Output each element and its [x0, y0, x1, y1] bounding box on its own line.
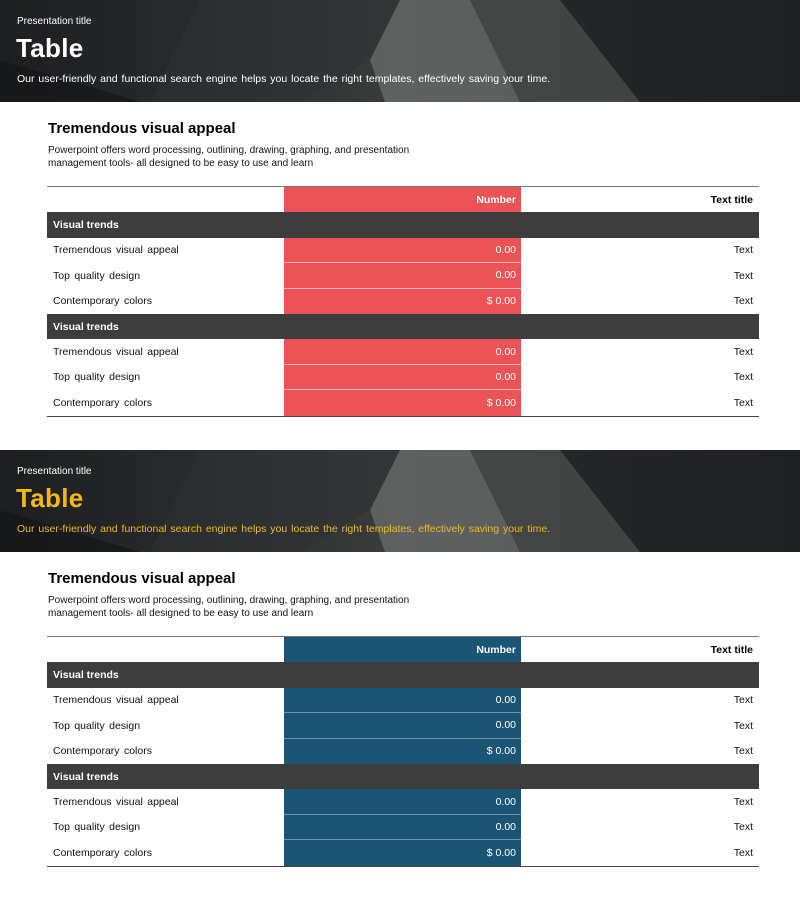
row-number: 0.00	[284, 688, 521, 713]
row-text: Text	[733, 396, 753, 409]
slide-subtitle: Our user-friendly and functional search engine helps you locate the right templates, effectively saving your time.	[17, 73, 551, 85]
row-label: Top quality design	[53, 719, 141, 732]
table-row	[47, 815, 759, 840]
slide-subtitle: Our user-friendly and functional search engine helps you locate the right templates, effectively saving your time.	[17, 523, 551, 535]
row-text: Text	[733, 796, 753, 809]
slide-2	[0, 450, 800, 900]
header-banner	[0, 0, 800, 102]
row-label: Contemporary colors	[53, 295, 152, 308]
presentation-title: Presentation title	[17, 16, 92, 27]
presentation-title: Presentation title	[17, 466, 92, 477]
table-row	[47, 688, 759, 713]
data-table	[47, 186, 759, 417]
slide-title: Table	[16, 483, 84, 513]
table-row	[47, 713, 759, 738]
row-label: Contemporary colors	[53, 745, 152, 758]
header-cell-number: Number	[284, 637, 521, 662]
row-text: Text	[733, 821, 753, 834]
row-label: Contemporary colors	[53, 846, 152, 859]
table-row	[47, 289, 759, 314]
row-text: Text	[733, 846, 753, 859]
row-label: Top quality design	[53, 821, 141, 834]
group-row: Visual trends	[47, 212, 759, 237]
table-row	[47, 339, 759, 364]
header-cell-text-title: Text title	[710, 643, 753, 656]
row-text: Text	[733, 694, 753, 707]
concrete-background-image	[0, 0, 800, 102]
table-row	[47, 739, 759, 764]
section-description: Powerpoint offers word processing, outlining, drawing, graphing, and presentation management tools- all designed to be easy to use and learn	[48, 595, 410, 619]
row-text: Text	[733, 295, 753, 308]
row-label: Top quality design	[53, 269, 141, 282]
slide-title: Table	[16, 33, 84, 63]
header-banner	[0, 450, 800, 552]
header-cell-number: Number	[284, 187, 521, 212]
group-row: Visual trends	[47, 764, 759, 789]
table-row	[47, 840, 759, 865]
row-number: 0.00	[284, 365, 521, 390]
table-row	[47, 365, 759, 390]
row-number: 0.00	[284, 263, 521, 288]
data-table	[47, 636, 759, 867]
concrete-background-image	[0, 450, 800, 552]
row-number: 0.00	[284, 789, 521, 814]
row-number: 0.00	[284, 815, 521, 840]
row-text: Text	[733, 244, 753, 257]
table-row	[47, 263, 759, 288]
row-text: Text	[733, 346, 753, 359]
table-row	[47, 789, 759, 814]
table-row	[47, 238, 759, 263]
row-label: Tremendous visual appeal	[53, 244, 179, 257]
header-cell-text-title: Text title	[710, 193, 753, 206]
group-row: Visual trends	[47, 662, 759, 687]
row-label: Top quality design	[53, 371, 141, 384]
section-description: Powerpoint offers word processing, outlining, drawing, graphing, and presentation management tools- all designed to be easy to use and learn	[48, 145, 410, 169]
row-text: Text	[733, 269, 753, 282]
row-number: 0.00	[284, 339, 521, 364]
table-row	[47, 390, 759, 415]
group-row: Visual trends	[47, 314, 759, 339]
row-number: 0.00	[284, 238, 521, 263]
row-label: Tremendous visual appeal	[53, 694, 179, 707]
row-number: $ 0.00	[284, 289, 521, 314]
header-cell-empty	[47, 637, 284, 662]
table-header-row	[47, 637, 759, 662]
row-text: Text	[733, 745, 753, 758]
row-number: 0.00	[284, 713, 521, 738]
row-text: Text	[733, 371, 753, 384]
table-header-row	[47, 187, 759, 212]
row-text: Text	[733, 719, 753, 732]
section-heading: Tremendous visual appeal	[48, 570, 236, 587]
row-number: $ 0.00	[284, 390, 521, 415]
header-cell-empty	[47, 187, 284, 212]
row-label: Tremendous visual appeal	[53, 796, 179, 809]
row-number: $ 0.00	[284, 739, 521, 764]
section-heading: Tremendous visual appeal	[48, 120, 236, 137]
row-label: Contemporary colors	[53, 396, 152, 409]
row-label: Tremendous visual appeal	[53, 346, 179, 359]
row-number: $ 0.00	[284, 840, 521, 865]
